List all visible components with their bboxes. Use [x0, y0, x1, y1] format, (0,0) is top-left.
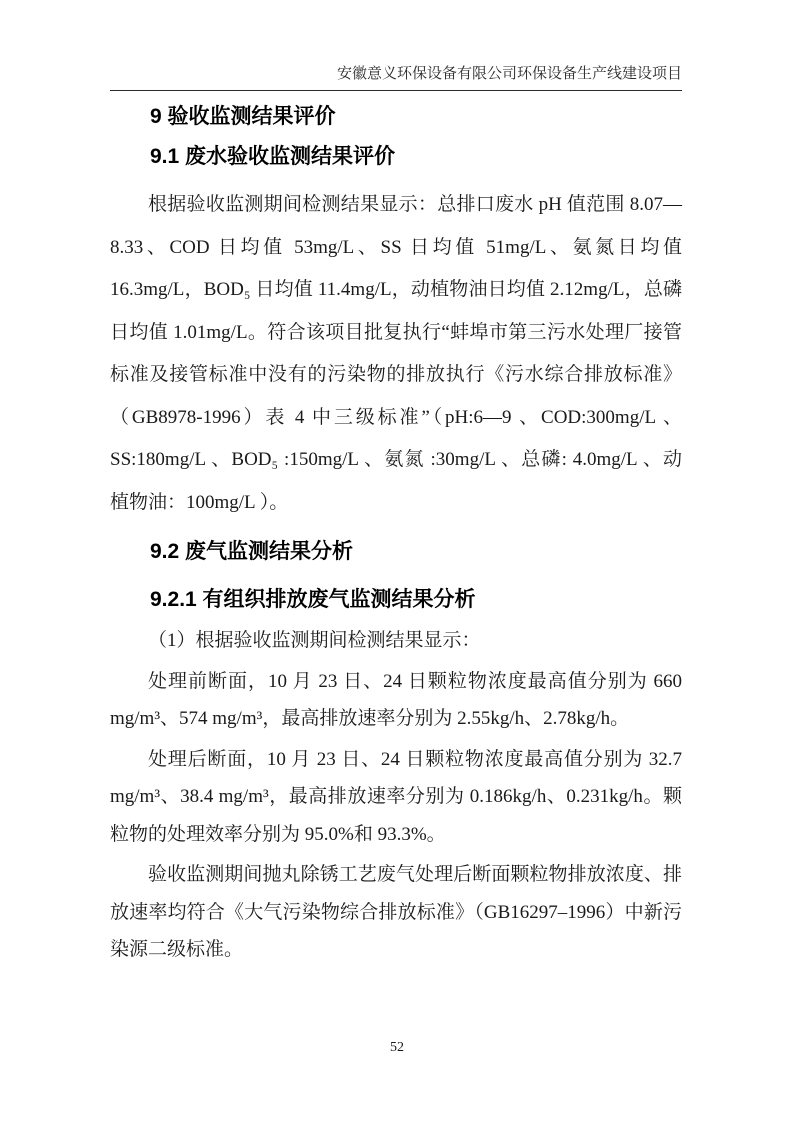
header-project-title: 安徽意义环保设备有限公司环保设备生产线建设项目 [336, 66, 682, 82]
chapter-heading: 9 验收监测结果评价 [150, 105, 336, 128]
section-9-2-heading: 9.2 废气监测结果分析 [150, 540, 354, 563]
paragraph-pre-treatment-results: 处理前断面，10 月 23 日、24 日颗粒物浓度最高值分别为 660 mg/m³、574 mg/m³，最高排放速率分别为 2.55kg/h、2.78kg/h。 [110, 670, 682, 729]
section-9-1-paragraph: 根据验收监测期间检测结果显示：总排口废水 pH 值范围 8.07—8.33、COD 日均值 53mg/L、SS 日均值 51mg/L、氨氮日均值 16.3mg/L，BOD₅ 日均值 11.4mg/L，动植物油日均值 2.12mg/L，总磷日均值 1.01mg/L。符合该项目批复执行“蚌埠市第三污水处理厂接管标准及接管标准中没有的污染物的排放执行《污水综合排放标准》（GB8978-1996）表 4 中三级标准”（pH:6—9 、COD:300mg/L 、SS:180mg/L 、BOD₅ :150mg/L 、氨氮 :30mg/L 、总磷: 4.0mg/L 、动植物油：100mg/L ）。 [110, 194, 682, 513]
paragraph-compliance-conclusion: 验收监测期间抛丸除锈工艺废气处理后断面颗粒物排放浓度、排放速率均符合《大气污染物综合排放标准》（GB16297–1996）中新污染源二级标准。 [110, 864, 682, 960]
section-9-1-heading: 9.1 废水验收监测结果评价 [150, 145, 396, 168]
paragraph-observation-intro: （1）根据验收监测期间检测结果显示： [148, 630, 481, 651]
paragraph-post-treatment-results: 处理后断面，10 月 23 日、24 日颗粒物浓度最高值分别为 32.7 mg/m³、38.4 mg/m³，最高排放速率分别为 0.186kg/h、0.231kg/h。颗粒物的处理效率分别为 95.0%和 93.3%。 [110, 748, 682, 845]
page-header [110, 64, 682, 91]
section-9-2-1-heading: 9.2.1 有组织排放废气监测结果分析 [150, 588, 476, 611]
page-footer [0, 1040, 794, 1056]
document-body [110, 106, 682, 969]
page-number: 52 [390, 1040, 404, 1055]
